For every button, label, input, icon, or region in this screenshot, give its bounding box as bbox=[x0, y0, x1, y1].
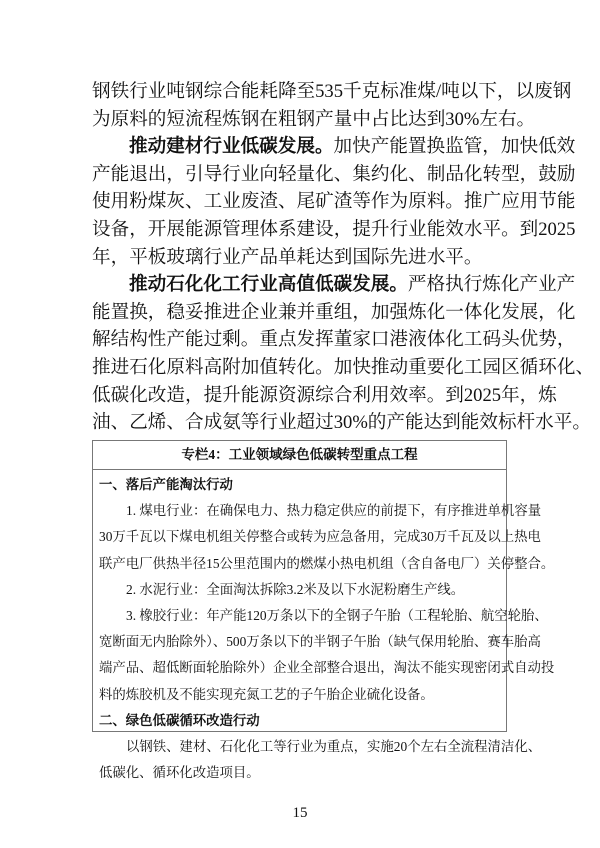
box-body bbox=[93, 470, 555, 786]
section-heading: 一、落后产能淘汰行动 bbox=[99, 477, 233, 492]
text-line: 端产品、超低断面轮胎除外）企业全部整合退出，淘汰不能实现密闭式自动投 bbox=[99, 660, 555, 676]
page-number: 15 bbox=[292, 805, 308, 821]
sidebar-box-column-4 bbox=[92, 440, 555, 781]
text-line: 推进石化原料高附加值转化。加快推动重要化工园区循环化、 bbox=[92, 356, 595, 378]
text-line: 1. 煤电行业：在确保电力、热力稳定供应的前提下，有序推进单机容量 bbox=[126, 503, 542, 519]
text-line: 能置换，稳妥推进企业兼并重组，加强炼化一体化发展，化 bbox=[92, 301, 576, 323]
box-title: 专栏4：工业领域绿色低碳转型重点工程 bbox=[93, 441, 506, 470]
body-text bbox=[92, 78, 595, 437]
paragraph-petrochemical-first-line bbox=[92, 271, 576, 299]
text-line: 使用粉煤灰、工业废渣、尾矿渣等作为原料。推广应用节能 bbox=[92, 191, 576, 213]
paragraph-building-materials-first-line bbox=[92, 133, 576, 161]
text-line: 料的炼胶机及不能实现充氮工艺的子午胎企业硫化设备。 bbox=[99, 686, 434, 702]
paragraph-lead-heading: 推动石化化工行业高值低碳发展。 bbox=[129, 274, 408, 296]
text-line: 联产电厂供热半径15公里范围内的燃煤小热电机组（含自备电厂）关停整合。 bbox=[99, 555, 555, 571]
text-line: 油、乙烯、合成氨等行业超过30%的产能达到能效标杆水平。 bbox=[92, 412, 591, 434]
text-span: 加快产能置换监管，加快低效 bbox=[333, 136, 576, 158]
text-line: 为原料的短流程炼钢在粗钢产量中占比达到30%左右。 bbox=[92, 108, 536, 130]
text-line: 产能退出，引导行业向轻量化、集约化、制品化转型，鼓励 bbox=[92, 163, 576, 185]
text-line: 年，平板玻璃行业产品单耗达到国际先进水平。 bbox=[92, 246, 483, 268]
text-line: 3. 橡胶行业：年产能120万条以下的全钢子午胎（工程轮胎、航空轮胎、 bbox=[126, 607, 548, 623]
text-line: 30万千瓦以下煤电机组关停整合或转为应急备用，完成30万千瓦及以上热电 bbox=[99, 529, 541, 545]
text-span: 严格执行炼化产业产 bbox=[407, 274, 576, 296]
section-heading: 二、绿色低碳循环改造行动 bbox=[99, 712, 260, 728]
paragraph-lead-heading: 推动建材行业低碳发展。 bbox=[129, 136, 334, 158]
text-line: 钢铁行业吨钢综合能耗降至535千克标准煤/吨以下，以废钢 bbox=[92, 81, 572, 102]
text-line: 低碳化、循环化改造项目。 bbox=[99, 765, 260, 781]
text-line: 解结构性产能过剩。重点发挥董家口港液体化工码头优势， bbox=[92, 329, 576, 351]
text-line: 设备，开展能源管理体系建设，提升行业能效水平。到2025 bbox=[92, 218, 576, 240]
text-line: 2. 水泥行业：全面淘汰拆除3.2米及以下水泥粉磨生产线。 bbox=[126, 581, 465, 597]
text-line: 低碳化改造，提升能源资源综合利用效率。到2025年，炼 bbox=[92, 384, 557, 406]
text-line: 以钢铁、建材、石化化工等行业为重点，实施20个左右全流程清洁化、 bbox=[126, 738, 542, 754]
text-line: 宽断面无内胎除外）、500万条以下的半钢子午胎（缺气保用轮胎、赛车胎高 bbox=[99, 634, 541, 650]
